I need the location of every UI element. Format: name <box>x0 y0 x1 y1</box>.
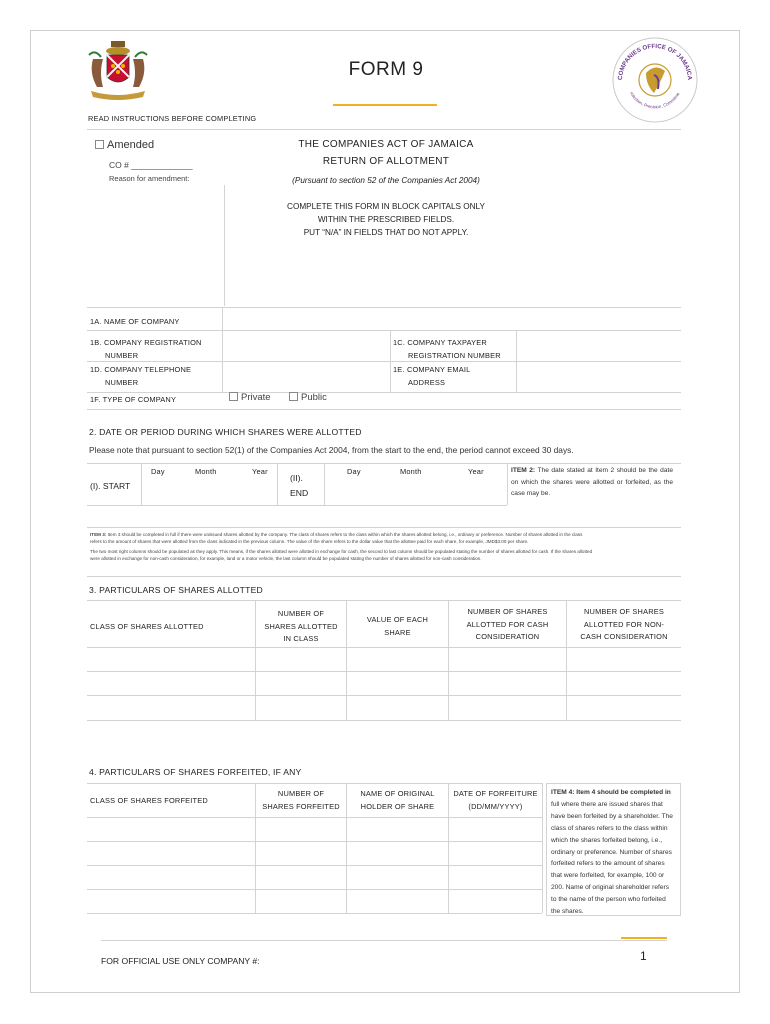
item-4-line: which the shares forfeited belong, i.e., <box>551 836 663 844</box>
section-2-note: Please note that pursuant to section 52(1) of the Companies Act 2004, from the start to the end, the period cannot exceed 30 days. <box>89 445 574 455</box>
label-line: 1C. COMPANY TAXPAYER <box>393 338 487 347</box>
item-4-line: to the name of the person who forfeited <box>551 896 666 904</box>
header-line: SHARES ALLOTTED <box>264 621 338 631</box>
value-of-each-share-header <box>347 614 448 639</box>
table-row <box>87 865 542 866</box>
item-2-text: The date stated at Item 2 should be the date on which the shares were allotted or forfeited, as the case may be. <box>511 467 673 497</box>
table-row <box>87 913 542 914</box>
label-line: ADDRESS <box>408 378 446 387</box>
return-of-allotment-heading: RETURN OF ALLOTMENT <box>322 156 450 167</box>
row-divider <box>87 361 681 362</box>
col-divider <box>507 463 508 505</box>
date-of-forfeiture-header <box>449 787 542 813</box>
header-line: NUMBER OF SHARES <box>467 607 548 616</box>
item-2-note <box>511 465 673 500</box>
instructions-note: READ INSTRUCTIONS BEFORE COMPLETING <box>88 114 257 123</box>
page-number: 1 <box>640 949 647 963</box>
date-table-bottom <box>87 505 507 506</box>
item-3-line-2: refers to the amount of shares that were allotted from the class indicated in the previous column. The value of the share refers to the dollar value that the allottee paid for each share, for example, JMD$3.00 per share. <box>90 539 529 544</box>
company-type-label: 1F. TYPE OF COMPANY <box>90 395 177 404</box>
col-divider <box>542 783 543 913</box>
header-line: SHARE <box>384 627 411 637</box>
header-line: NUMBER OF SHARES <box>584 607 664 616</box>
item-3-line-4: were allotted in exchange for non-cash consideration, for example, land or a motor vehicle, the last column should be populated stating the number of shares allotted for non-cash consideration. <box>90 556 482 561</box>
amended-label: Amended <box>107 139 155 151</box>
header-line: SHARES FORFEITED <box>262 802 340 811</box>
header-line: HOLDER OF SHARE <box>360 802 435 811</box>
start-label: (I). START <box>90 481 131 491</box>
reason-for-amendment-label: Reason for amendment: <box>109 174 190 183</box>
table-row <box>87 817 542 818</box>
taxpayer-number-label <box>393 336 501 362</box>
seal-motto: rotection, Precision, Commitme <box>628 90 681 110</box>
item-3-text: Item 3 should be completed in full if there were unissued shares allotted by the company. The class of shares refers to the class within which the shares allotted belong, i.e., ordinary or preference. Number of shares allotted in the class <box>106 532 583 537</box>
allotted-for-non-cash-header <box>567 606 681 644</box>
number-forfeited-header <box>256 787 346 813</box>
table-row <box>87 720 681 721</box>
class-of-shares-allotted-header: CLASS OF SHARES ALLOTTED <box>90 622 204 631</box>
footer-divider <box>101 940 667 941</box>
header-line: IN CLASS <box>283 634 319 643</box>
company-name-label: 1A. NAME OF COMPANY <box>90 317 180 326</box>
item-3-notes-box <box>87 527 681 577</box>
item-4-line: ITEM 4: Item 4 should be completed in <box>551 789 671 796</box>
header-divider <box>87 129 681 130</box>
private-checkbox[interactable] <box>229 392 238 401</box>
header-line: CASH CONSIDERATION <box>580 632 668 641</box>
item-4-line: ordinary or preference. Number of shares <box>551 848 672 856</box>
label-line: NUMBER <box>105 378 139 387</box>
item-4-line: 200. Name of original shareholder refers <box>551 884 670 892</box>
instruction-line-3: PUT “N/A” IN FIELDS THAT DO NOT APPLY. <box>303 228 469 237</box>
row-divider <box>87 330 681 331</box>
registration-number-label <box>90 336 202 362</box>
item-4-line: that were forfeited, for example, 100 or <box>551 872 665 880</box>
header-line: NUMBER OF <box>277 789 325 798</box>
header-line: VALUE OF EACH <box>366 615 429 624</box>
public-checkbox[interactable] <box>289 392 298 401</box>
act-heading: THE COMPANIES ACT OF JAMAICA <box>298 139 474 150</box>
header-line: (DD/MM/YYYY) <box>468 802 523 811</box>
amended-box-divider <box>224 185 225 306</box>
item-3-line-1 <box>90 531 678 538</box>
companies-office-seal-icon <box>610 35 700 125</box>
label-line: NUMBER <box>105 351 139 360</box>
label-line: REGISTRATION NUMBER <box>408 351 501 360</box>
header-line: NAME OF ORIGINAL <box>360 789 435 798</box>
section-2-title: 2. DATE OR PERIOD DURING WHICH SHARES WERE ALLOTTED <box>89 427 362 437</box>
table-row <box>87 889 542 890</box>
label-line: 1E. COMPANY EMAIL <box>393 365 471 374</box>
public-option[interactable] <box>289 392 327 403</box>
end-label-line: (II). <box>290 473 303 483</box>
private-label: Private <box>241 392 271 403</box>
start-year-header: Year <box>252 467 268 476</box>
co-number-field[interactable]: CO # _____________ <box>109 160 193 170</box>
section-3-title: 3. PARTICULARS OF SHARES ALLOTTED <box>89 585 263 595</box>
item-4-line: full where there are issued shares that <box>551 800 663 808</box>
item-4-line: class of shares refers to the class within <box>551 824 668 832</box>
col-divider <box>222 308 223 392</box>
instruction-line-1: COMPLETE THIS FORM IN BLOCK CAPITALS ONLY <box>287 202 485 211</box>
table-row <box>87 647 681 648</box>
col-divider <box>277 463 278 505</box>
email-label <box>393 363 470 389</box>
amended-checkbox[interactable] <box>95 140 104 149</box>
table-row <box>87 671 681 672</box>
pursuant-note: (Pursuant to section 52 of the Companies Act 2004) <box>292 176 480 185</box>
header-line: CONSIDERATION <box>475 632 540 641</box>
title-accent-bar <box>333 104 437 106</box>
private-option[interactable] <box>229 392 271 403</box>
allotted-for-cash-header <box>449 606 566 644</box>
start-month-header: Month <box>195 467 217 476</box>
form-page <box>30 30 740 993</box>
item-3-bold: ITEM 3: <box>90 532 107 537</box>
header-line: NUMBER OF <box>277 609 325 618</box>
jamaica-coat-of-arms-icon <box>83 39 153 101</box>
end-year-header: Year <box>468 467 484 476</box>
label-line: 1B. COMPANY REGISTRATION <box>90 338 202 347</box>
header-line: ALLOTTED FOR CASH <box>466 619 549 629</box>
end-date-field[interactable] <box>325 477 506 504</box>
item-2-bold: ITEM 2: <box>511 467 536 474</box>
telephone-label <box>90 363 191 389</box>
item-4-line: forfeited refers to the amount of shares <box>551 860 665 868</box>
header-line: DATE OF FORFEITURE <box>453 789 538 798</box>
instruction-line-2: WITHIN THE PRESCRIBED FIELDS. <box>317 215 455 224</box>
date-table-top <box>87 463 681 464</box>
table-row <box>87 841 542 842</box>
item-4-line: the shares. <box>551 908 584 916</box>
table-3-top <box>87 600 681 601</box>
start-day-header: Day <box>151 467 165 476</box>
end-day-header: Day <box>347 467 361 476</box>
row-divider <box>87 409 681 410</box>
section-4-title: 4. PARTICULARS OF SHARES FORFEITED, IF ANY <box>89 767 302 777</box>
item-4-note-box <box>546 783 681 916</box>
end-label-line: END <box>290 488 309 498</box>
end-month-header: Month <box>400 467 422 476</box>
footer-accent-bar <box>621 937 667 939</box>
company-name-field[interactable] <box>223 308 681 330</box>
table-4-top <box>87 783 542 784</box>
end-label <box>290 471 308 501</box>
table-row <box>87 695 681 696</box>
item-3-line-3: The two most right columns should be populated as they apply. This means, if the shares allotted were allotted in exchange for cash, the second to last column should be populated stating the number of shares allotted for cash. If the shares allotted <box>90 549 593 554</box>
label-line: 1D. COMPANY TELEPHONE <box>90 365 192 374</box>
seal-text: COMPANIES OFFICE OF JAMAICA <box>616 42 694 81</box>
header-line: ALLOTTED FOR NON- <box>583 619 665 629</box>
class-of-shares-forfeited-header: CLASS OF SHARES FORFEITED <box>90 796 208 805</box>
row-divider <box>87 392 681 393</box>
number-allotted-in-class-header <box>256 608 346 646</box>
start-date-field[interactable] <box>142 477 276 504</box>
original-holder-header <box>347 787 448 813</box>
form-title: FORM 9 <box>348 59 424 80</box>
amended-checkbox-row[interactable] <box>95 139 154 151</box>
official-use-label: FOR OFFICIAL USE ONLY COMPANY #: <box>101 956 260 966</box>
public-label: Public <box>301 392 327 403</box>
item-4-line: have been forfeited by a shareholder. The <box>551 812 673 820</box>
